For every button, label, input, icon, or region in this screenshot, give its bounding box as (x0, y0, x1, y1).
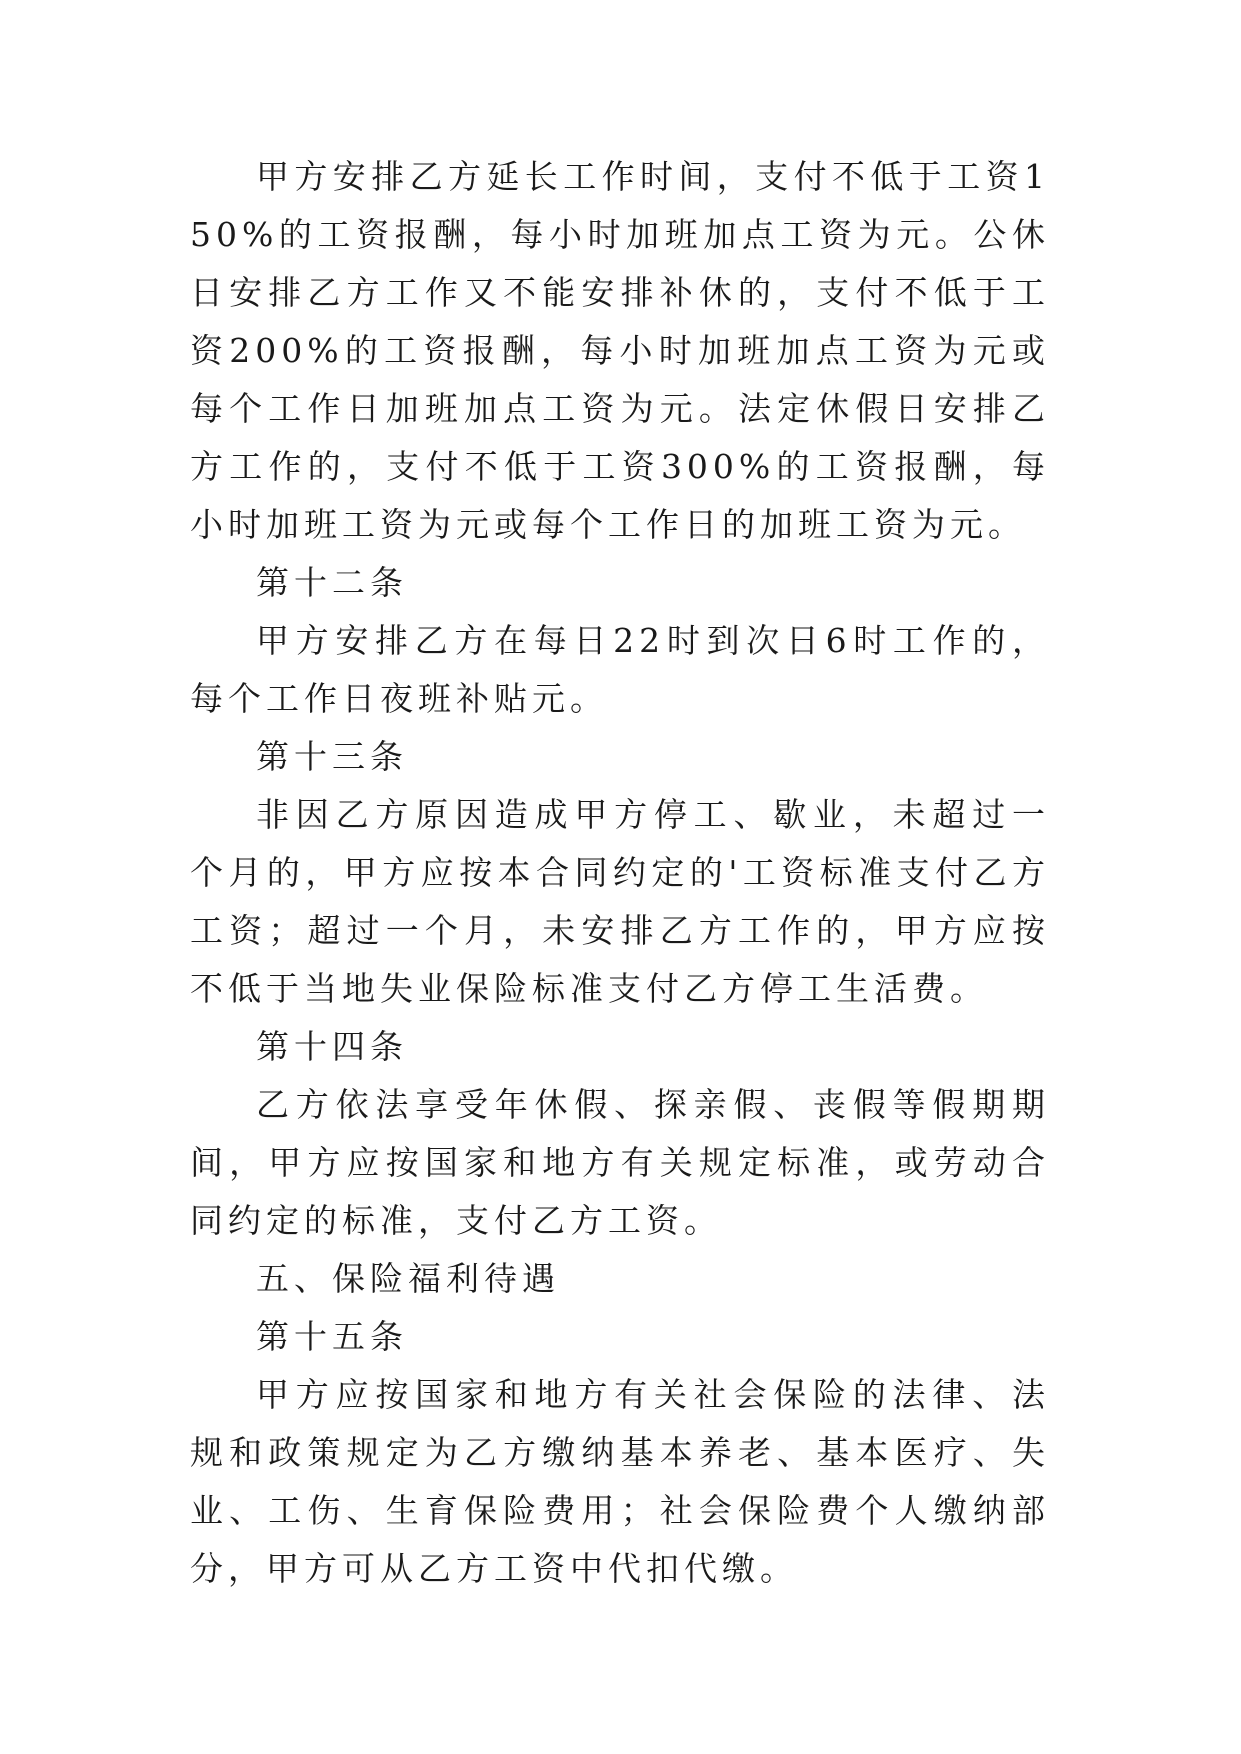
article-12-heading: 第十二条 (256, 563, 408, 602)
article-13-heading: 第十三条 (256, 737, 408, 776)
paragraph-overtime-pay: 甲方安排乙方延长工作时间，支付不低于工资150%的工资报酬，每小时加班加点工资为元。公休日安排乙方工作又不能安排补休的，支付不低于工资200%的工资报酬，每小时加班加点工资为元或每个工作日加班加点工资为元。法定休假日安排乙方工作的，支付不低于工资300%的工资报酬，每小时加班工资为元或每个工作日的加班工资为元。 (190, 157, 1050, 544)
paragraph-night-shift: 甲方安排乙方在每日22时到次日6时工作的，每个工作日夜班补贴元。 (190, 621, 1050, 718)
document-body (190, 148, 1050, 1598)
article-15-heading: 第十五条 (256, 1317, 408, 1356)
paragraph-social-insurance: 甲方应按国家和地方有关社会保险的法律、法规和政策规定为乙方缴纳基本养老、基本医疗、失业、工伤、生育保险费用；社会保险费个人缴纳部分，甲方可从乙方工资中代扣代缴。 (190, 1375, 1050, 1588)
paragraph-work-stoppage: 非因乙方原因造成甲方停工、歇业，未超过一个月的，甲方应按本合同约定的'工资标准支付乙方工资；超过一个月，未安排乙方工作的，甲方应按不低于当地失业保险标准支付乙方停工生活费。 (190, 795, 1050, 1008)
section-5-heading: 五、保险福利待遇 (256, 1259, 560, 1298)
article-14-heading: 第十四条 (256, 1027, 408, 1066)
paragraph-leave-pay: 乙方依法享受年休假、探亲假、丧假等假期期间，甲方应按国家和地方有关规定标准，或劳动合同约定的标准，支付乙方工资。 (190, 1085, 1050, 1240)
